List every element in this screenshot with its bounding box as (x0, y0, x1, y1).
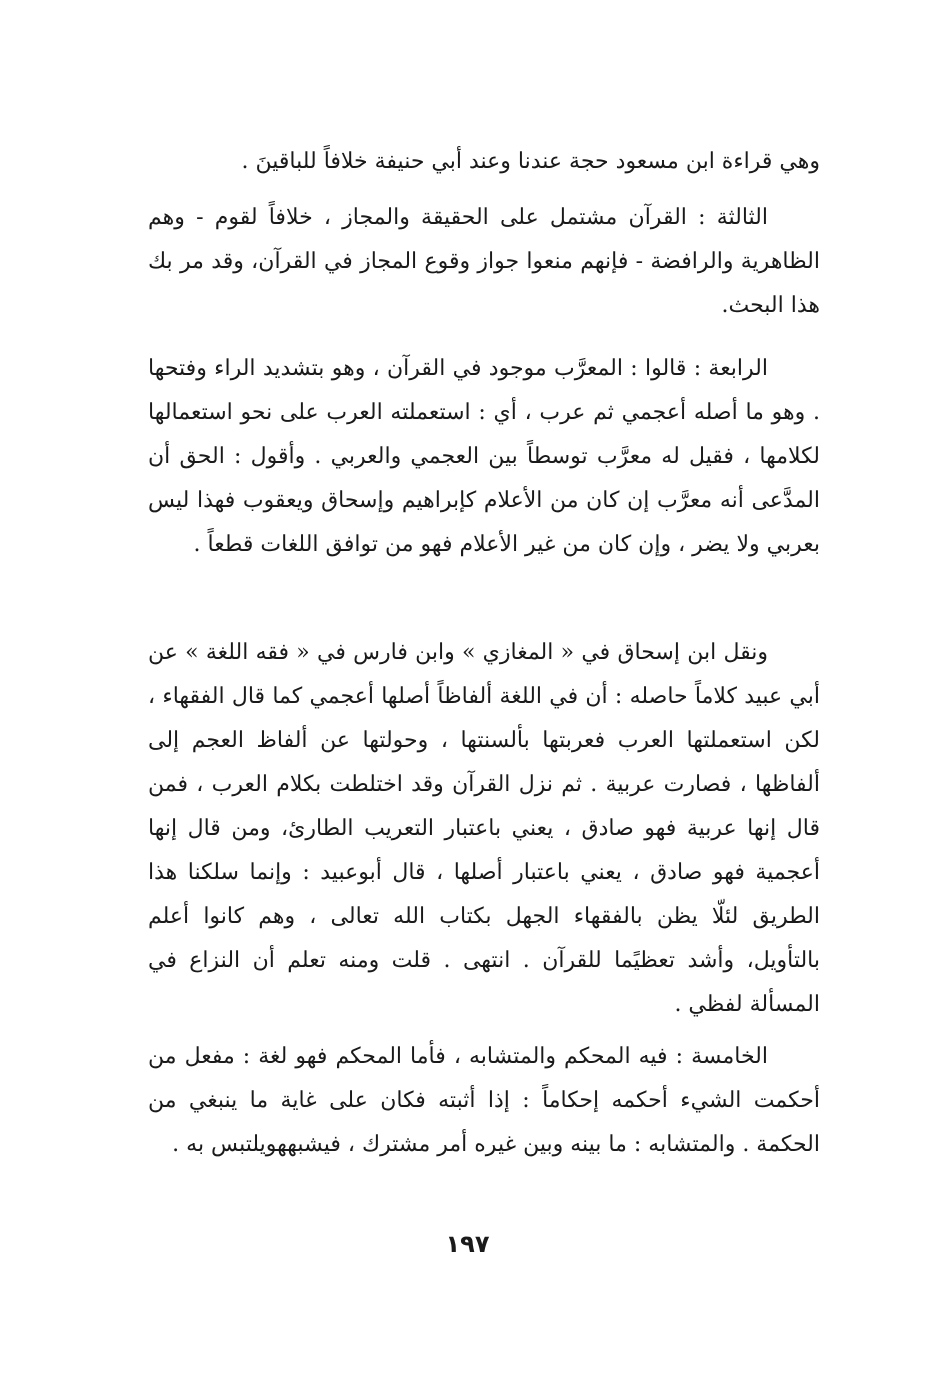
paragraph-fourth-point (148, 347, 820, 567)
page-number: ١٩٧ (445, 1230, 490, 1258)
paragraph-fifth-point (148, 1035, 820, 1167)
paragraph-ibn-masud-reading (148, 140, 820, 184)
paragraph-text: الرابعة : قالوا : المعرَّب موجود في القرآن ، وهو بتشديد الراء وفتحها . وهو ما أصله أعجمي ثم عرب ، أي : استعملته العرب على نحو استعمالها لكلامها ، فقيل له معرَّب توسطاً بين العجمي والعربي . وأقول : الحق أن المدَّعى أنه معرَّب إن كان من الأعلام كإبراهيم وإسحاق ويعقوب فهذا ليس بعربي ولا يضر ، وإن كان من غير الأعلام فهو من توافق اللغات قطعاً . (148, 356, 820, 557)
paragraph-text: الخامسة : فيه المحكم والمتشابه ، فأما المحكم فهو لغة : مفعل من أحكمت الشيء أحكمه إحكاماً : إذا أثبته فكان على غاية ما ينبغي من الحكمة . والمتشابه : ما بينه وبين غيره أمر مشترك ، فيشبههويلتبس به . (148, 1044, 820, 1157)
paragraph-text: ونقل ابن إسحاق في « المغازي » وابن فارس في « فقه اللغة » عن أبي عبيد كلاماً حاصله : أن في اللغة ألفاظاً أصلها أعجمي كما قال الفقهاء ، لكن استعملتها العرب فعربتها بألسنتها ، وحولتها عن ألفاظ العجم إلى ألفاظها ، فصارت عربية . ثم نزل القرآن وقد اختلطت بكلام العرب ، فمن قال إنها عربية فهو صادق ، يعني باعتبار التعريب الطارئ، ومن قال إنها أعجمية فهو صادق ، يعني باعتبار أصلها ، قال أبوعبيد : وإنما سلكنا هذا الطريق لئلّا يظن بالفقهاء الجهل بكتاب الله تعالى ، وهم كانوا أعلم بالتأويل، وأشد تعظيًما للقرآن . انتهى . قلت ومنه تعلم أن النزاع في المسألة لفظي . (148, 640, 820, 1017)
paragraph-ibn-ishaq-quote (148, 631, 820, 1027)
paragraph-text: الثالثة : القرآن مشتمل على الحقيقة والمجاز ، خلافاً لقوم - وهم الظاهرية والرافضة - فإنهم منعوا جواز وقوع المجاز في القرآن، وقد مر بك هذا البحث. (148, 205, 820, 318)
paragraph-third-point (148, 196, 820, 328)
paragraph-text: وهي قراءة ابن مسعود حجة عندنا وعند أبي حنيفة خلافاً للباقينَ . (241, 149, 820, 174)
